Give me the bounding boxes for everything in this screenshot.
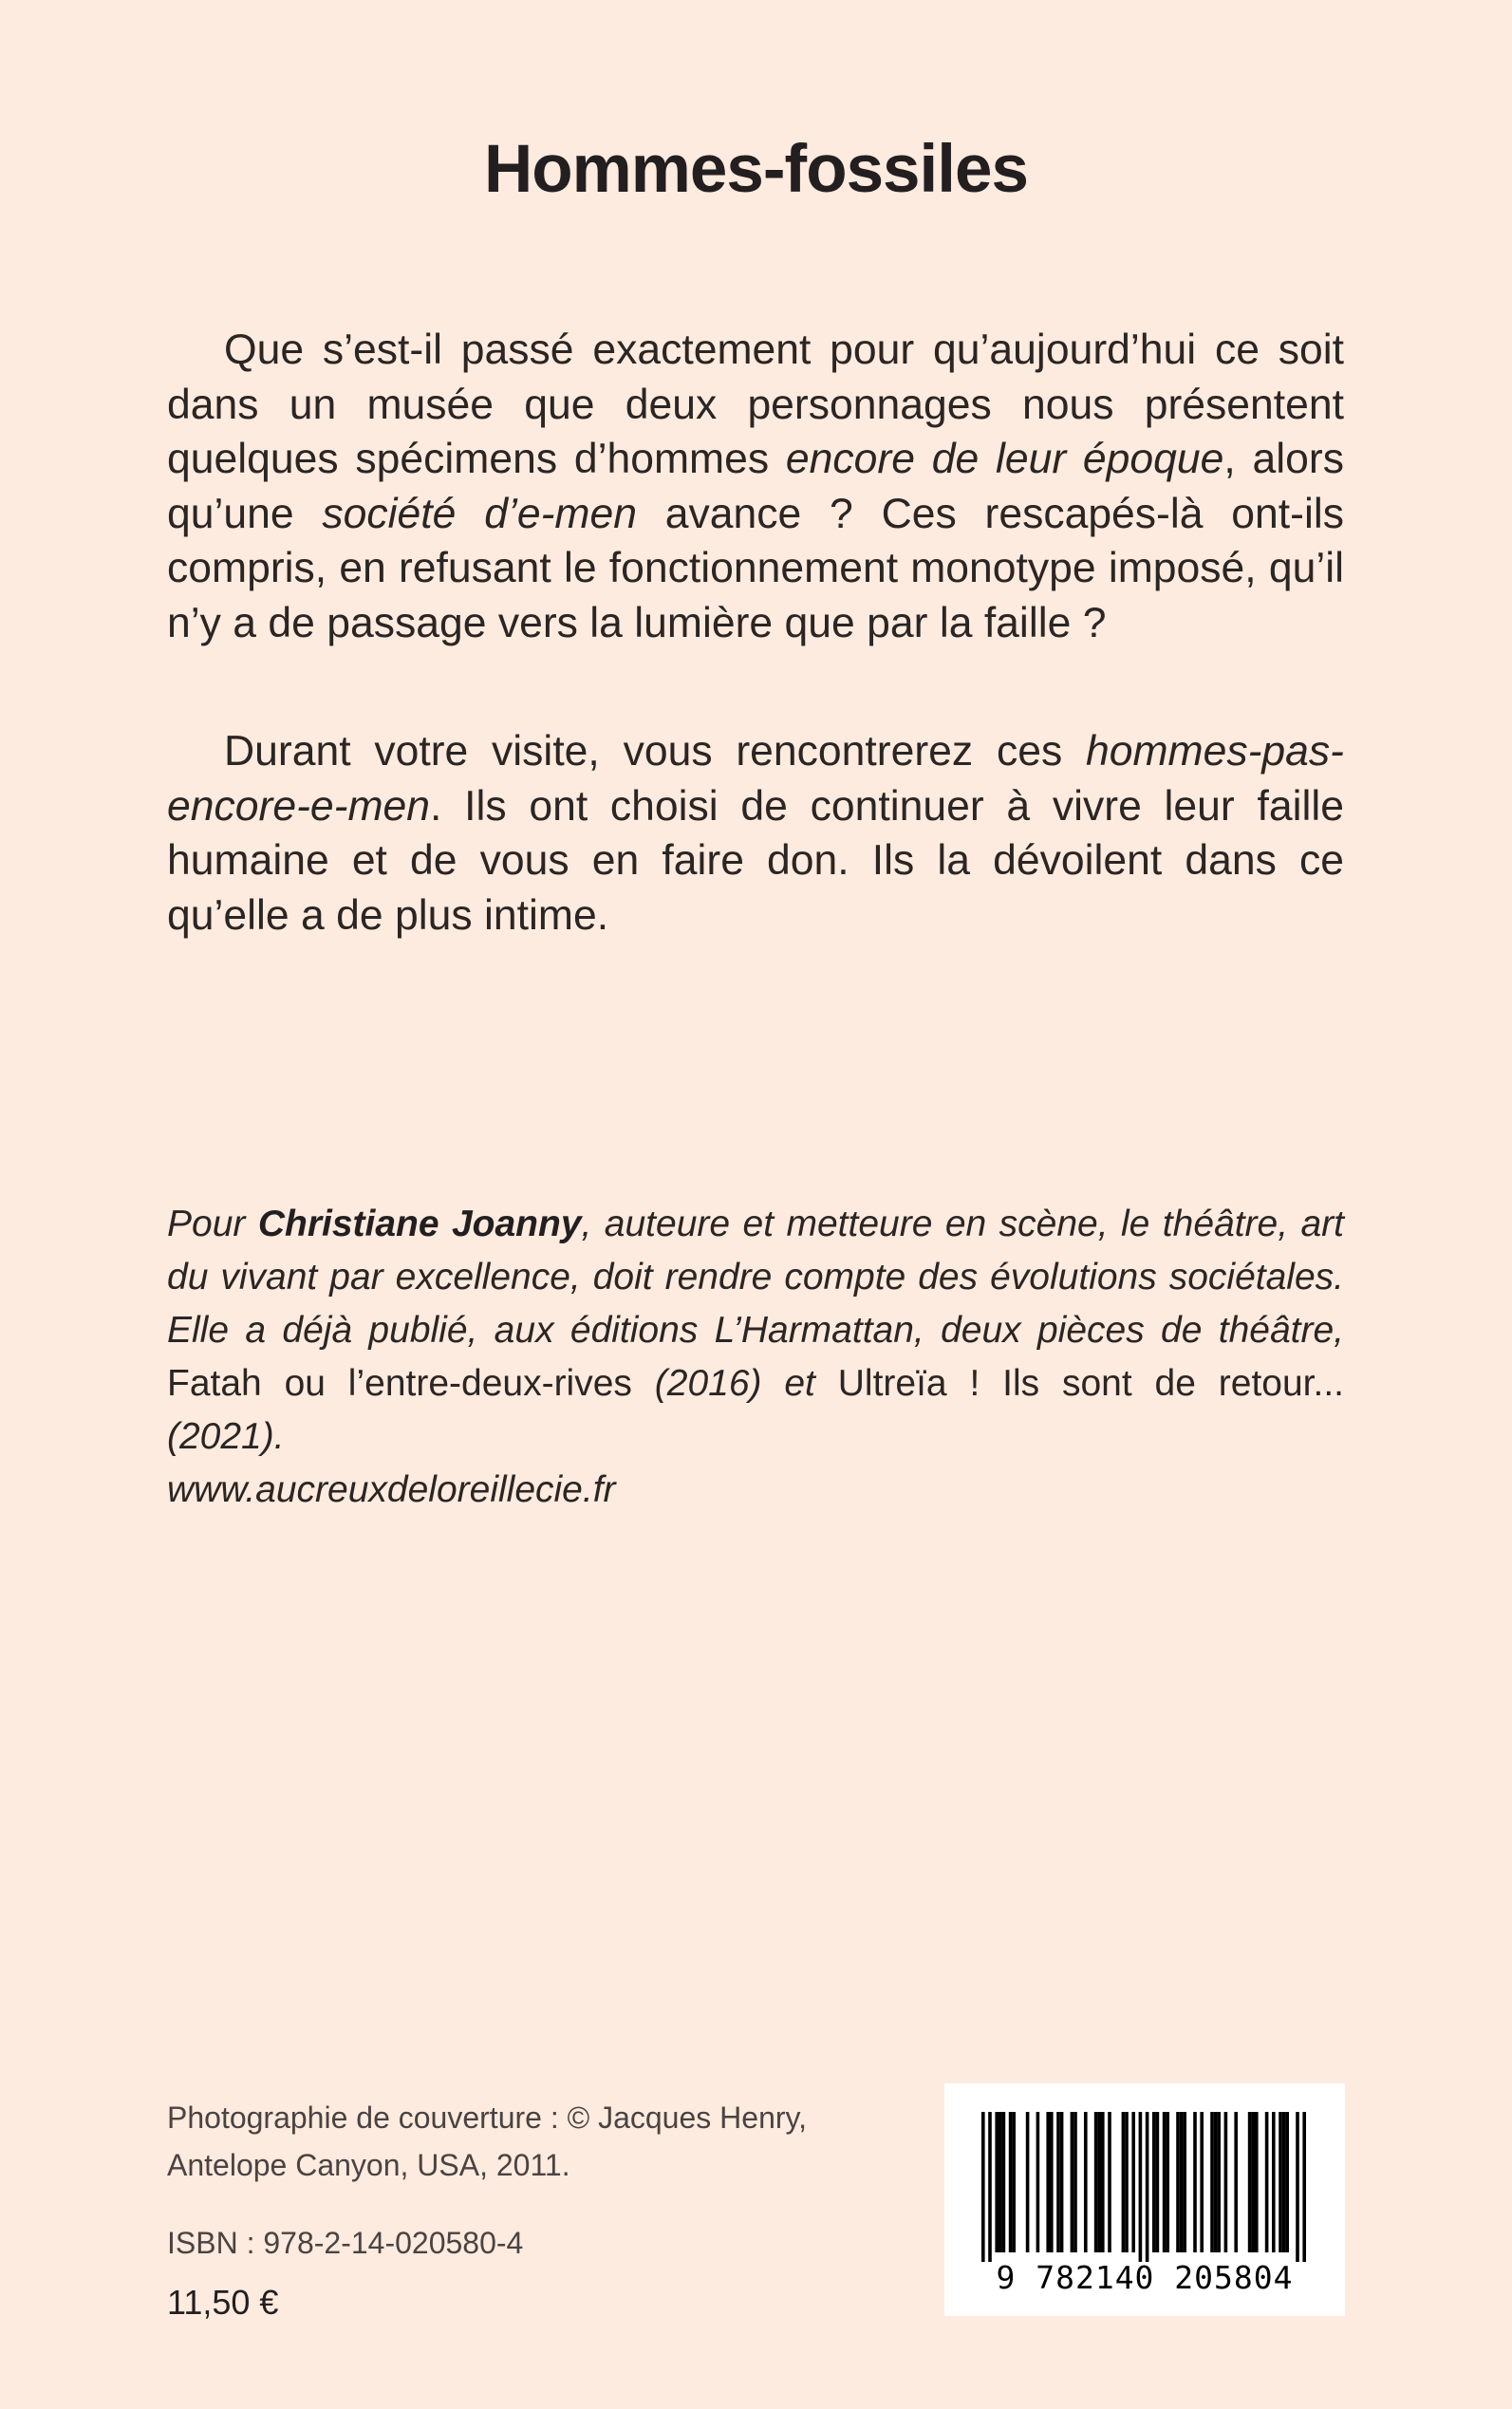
barcode-bar [1056, 2112, 1060, 2252]
barcode-bar [1108, 2112, 1111, 2252]
blurb-emphasis: société d’e-men [322, 490, 637, 537]
barcode-bar [1224, 2112, 1228, 2252]
blurb-text: Que s’est-il passé exactement pour qu’aujourd’hui ce soit dans un musée que deux personnages nous présentent quelques spécimens d’hommes [167, 327, 1344, 482]
barcode-bar [999, 2112, 1002, 2252]
barcode-bar [1210, 2112, 1214, 2252]
bio-text: Pour [167, 1204, 258, 1244]
barcode-bar [1285, 2112, 1289, 2252]
barcode-bar [1180, 2112, 1184, 2252]
blurb-paragraph-1 [167, 323, 1344, 650]
barcode-bar [981, 2112, 985, 2262]
barcode-bar [1282, 2112, 1286, 2252]
barcode-bar [1217, 2112, 1221, 2252]
barcode-bar [1214, 2112, 1218, 2252]
barcode-bar [1071, 2112, 1074, 2252]
barcode-bar [1002, 2112, 1006, 2252]
barcode-bar [1131, 2112, 1135, 2252]
barcode-bar [1146, 2112, 1149, 2262]
author-bio [167, 1198, 1344, 1517]
barcode-bar [1156, 2112, 1160, 2252]
barcode-bar [1255, 2112, 1259, 2252]
barcode-bar [1139, 2112, 1143, 2262]
bio-text: (2016) et [631, 1363, 838, 1404]
barcode-bar [1009, 2112, 1013, 2252]
barcode-bar [1248, 2112, 1252, 2252]
barcode-bar [1094, 2112, 1098, 2252]
isbn-text: ISBN : 978-2-14-020580-4 [167, 2226, 524, 2260]
barcode-bar [1122, 2112, 1126, 2252]
barcode-bar [1296, 2112, 1299, 2262]
barcode-bar [1279, 2112, 1282, 2252]
blurb-text: Durant votre visite, vous rencontrerez ces [224, 728, 1086, 775]
barcode-bar [1101, 2112, 1105, 2252]
barcode-bar [1265, 2112, 1269, 2252]
blurb-emphasis: hommes-pas-encore-e-men [167, 728, 1344, 830]
author-name: Christiane Joanny [257, 1204, 582, 1244]
credits-line-1: Photographie de couverture : © Jacques Henry, [167, 2101, 808, 2135]
barcode-bar [1026, 2112, 1030, 2252]
barcode-bar [1073, 2112, 1077, 2252]
barcode-bar [1152, 2112, 1156, 2252]
blurb-text: . Ils ont choisi de continuer à vivre leur faille humaine et de vous en faire don. Ils la dévoilent dans ce qu’elle a de plus intime. [167, 782, 1344, 939]
barcode-bar [1163, 2112, 1167, 2252]
barcode-bar [1012, 2112, 1016, 2252]
barcode-bar [1302, 2112, 1306, 2262]
barcode-bar [1193, 2112, 1197, 2252]
barcode-bar [1234, 2112, 1238, 2252]
blurb-text: , alors qu’une [167, 436, 1344, 537]
barcode-bar [1166, 2112, 1169, 2252]
barcode [944, 2083, 1345, 2316]
blurb-emphasis: encore de leur époque [785, 436, 1224, 482]
bio-text: (2021). [167, 1416, 285, 1457]
price-text: 11,50 € [167, 2283, 279, 2322]
barcode-bar [1272, 2112, 1276, 2252]
barcode-bar [1183, 2112, 1186, 2252]
barcode-bar [1097, 2112, 1101, 2252]
barcode-bar [1050, 2112, 1054, 2252]
barcode-bar [1084, 2112, 1088, 2252]
credits-line-2: Antelope Canyon, USA, 2011. [167, 2148, 570, 2182]
barcode-bar [1176, 2112, 1180, 2252]
bio-text: , auteure et metteure en scène, le théâtre, art du vivant par excellence, doit rendre compte des évolutions sociétales. Elle a déjà publié, aux éditions L’Harmattan, deux pièces de théâtre, [167, 1204, 1344, 1351]
book-title-2: Ultreïa ! Ils sont de retour... [837, 1363, 1344, 1404]
barcode-bar [1251, 2112, 1255, 2252]
barcode-bar [1200, 2112, 1204, 2252]
book-title-1: Fatah ou l’entre-deux-rives [167, 1363, 632, 1404]
barcode-bar [1036, 2112, 1040, 2252]
book-title: Hommes-fossiles [484, 132, 1028, 207]
barcode-bar [1125, 2112, 1129, 2252]
blurb-paragraph-2 [167, 724, 1344, 943]
blurb-text: avance ? Ces rescapés-là ont-ils compris, en refusant le fonctionnement monotype imposé, qu’il n’y a de passage vers la lumière que par la faille ? [167, 490, 1345, 646]
photo-credits [167, 2094, 807, 2189]
barcode-bar [988, 2112, 992, 2262]
barcode-digits: 9 782140 205804 [996, 2259, 1294, 2296]
barcode-bar [1060, 2112, 1064, 2252]
barcode-bars [967, 2112, 1322, 2264]
author-website-link[interactable]: www.aucreuxdeloreillecie.fr [167, 1469, 616, 1510]
barcode-bar [1046, 2112, 1050, 2252]
barcode-bar [995, 2112, 999, 2252]
